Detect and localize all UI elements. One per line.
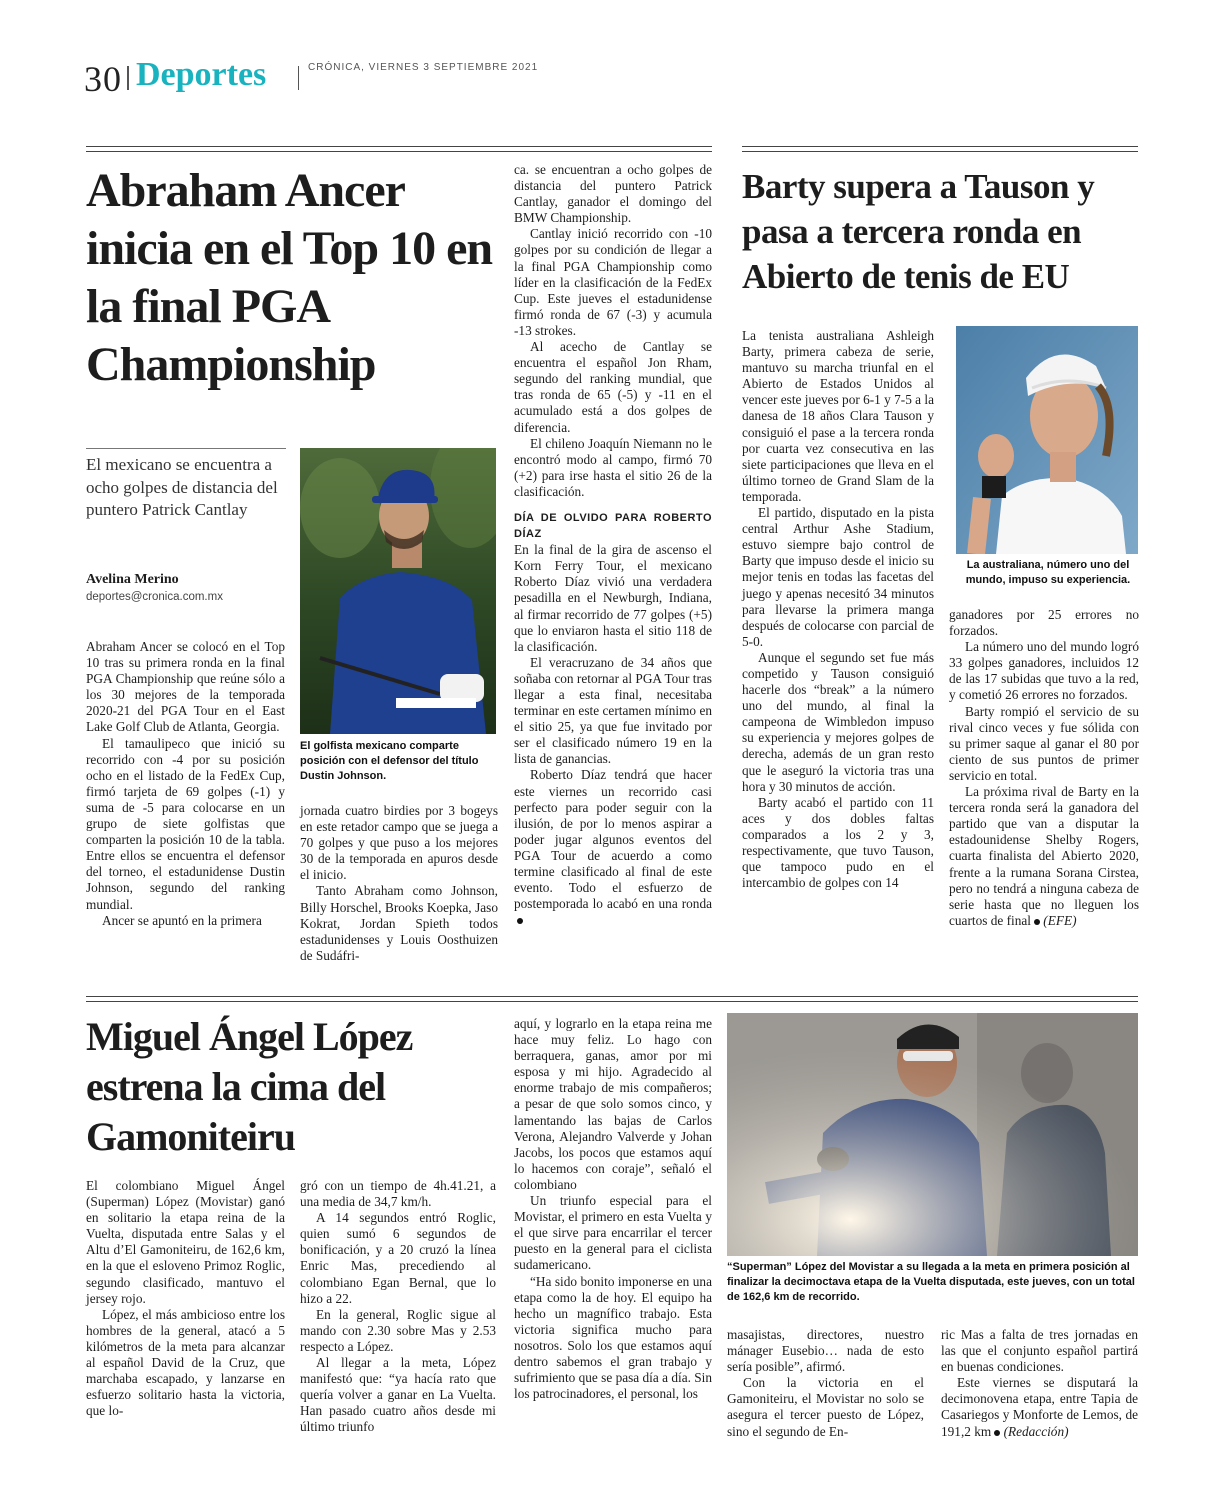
photo-caption: “Superman” López del Movistar a su llegada a la meta en primera posición al finalizar la decimoctava etapa de la Vuelta disputada, este jueves, con un total de 162,6 km de recorrido. xyxy=(727,1261,1135,1303)
paragraph: gró con un tiempo de 4h.41.21, a una media de 34,7 km/h. xyxy=(300,1178,496,1210)
paragraph: Al acecho de Cantlay se encuentra el español Jon Rham, segundo del ranking mundial, que tras ronda de 65 (-5) y -11 en el acumulado está a dos golpes de diferencia. xyxy=(514,339,712,435)
paragraph: Abraham Ancer se colocó en el Top 10 tras su primera ronda en la final PGA Championship que reúne sólo a los 30 mejores de la temporada 2020-21 del PGA Tour en el East Lake Golf Club de Atlanta, Georgia. xyxy=(86,639,285,735)
article-column xyxy=(514,162,712,928)
paragraph: ric Mas a falta de tres jornadas en las que el conjunto español partirá en buenas condiciones. xyxy=(941,1327,1138,1375)
end-mark-icon xyxy=(517,918,523,924)
article-headline: Abraham Ancer inicia en el Top 10 en la final PGA Championship xyxy=(86,164,493,391)
paragraph xyxy=(514,767,712,928)
tennis-player-photo xyxy=(956,326,1138,554)
paragraph: El veracruzano de 34 años que soñaba con retornar al PGA Tour tras llegar a esta final, necesitaba terminar en este certamen mínimo en el sitio 25, ya que fue invitado por ser el clasificado número 19 en la lista de ganancias. xyxy=(514,654,712,767)
credit: (EFE) xyxy=(1043,912,1077,928)
paragraph: López, el más ambicioso entre los hombres de la general, atacó a 5 kilómetros de la meta para alcanzar al español David de la Cruz, que marchaba escapado, y lanzarse en esfuerzo solitario hasta la victoria, que lo- xyxy=(86,1306,285,1419)
dateline: CRÓNICA, VIERNES 3 SEPTIEMBRE 2021 xyxy=(308,62,539,73)
paragraph: Tanto Abraham como Johnson, Billy Horschel, Brooks Koepka, Jaso Kokrat, Jordan Spieth todos estadunidenses y Louis Oosthuizen de Sudáfri- xyxy=(300,883,498,963)
header-divider xyxy=(127,66,129,90)
article-column xyxy=(86,639,285,929)
paragraph: ganadores por 25 errores no forzados. xyxy=(949,607,1139,639)
article-column xyxy=(514,1016,712,1402)
divider xyxy=(86,448,286,449)
article-subtitle: El mexicano se encuentra a ocho golpes de distancia del puntero Patrick Cantlay xyxy=(86,455,278,519)
article-column xyxy=(86,1178,285,1419)
paragraph: Barty acabó el partido con 11 aces y dos dobles faltas comparados a los 2 y 3, respectivamente, que tuvo Tauson, que tampoco pudo en el intercambio de golpes con 14 xyxy=(742,794,934,891)
paragraph: aquí, y lograrlo en la etapa reina me hace muy feliz. Lo hago con berraquera, ganas, amor por mi esposa y mi hijo. Agradecido al enorme trabajo de mis compañeros; a pesar de que solo somos cinco, y lamentando las bajas de Carlos Verona, Alejandro Valverde y Johan Jacobs, los pocos que estamos aquí lo hacemos con coraje”, señaló el colombiano xyxy=(514,1016,712,1192)
article-column xyxy=(941,1327,1138,1440)
paragraph: Cantlay inició recorrido con -10 golpes por su condición de llegar a la final PGA Championship como líder en la clasificación de la FedEx Cup. Este jueves el estadunidense firmó ronda de 67 (-3) y acumula -13 strokes. xyxy=(514,226,712,338)
paragraph: En la final de la gira de ascenso el Korn Ferry Tour, el mexicano Roberto Díaz vivió una verdadera pesadilla en el Newburgh, Indiana, al firmar recorrido de 77 golpes (+5) que lo enviaron hasta el sitio 118 de la clasificación. xyxy=(514,542,712,654)
page-number: 30 xyxy=(84,59,122,99)
article-rule xyxy=(86,996,1138,1002)
paragraph: Al llegar a la meta, López manifestó que: “ya hacía rato que quería volver a ganar en La Vuelta. Han pasado cuatro años desde mi último triunfo xyxy=(300,1355,496,1435)
paragraph: Ancer se apuntó en la primera xyxy=(102,912,262,928)
credit: (Redacción) xyxy=(1003,1423,1069,1439)
paragraph: El partido, disputado en la pista central Arthur Ashe Stadium, estuvo siempre bajo control de Barty que impuso desde el inicio su mejor tenis en todas las facetas del juego y apenas necesitó 34 minutos para llevarse la primera manga después de colocarse con parcial de 5-0. xyxy=(742,505,934,649)
article-rule xyxy=(86,146,712,152)
paragraph-text: Roberto Díaz tendrá que hacer este viernes un recorrido casi perfecto para poder seguir con la ilusión, de por lo menos aspirar a poder jugar algunos eventos del PGA Tour de acuerdo a como termine clasificado al final de este evento. Todo el esfuerzo de postemporada lo acabó en una ronda xyxy=(514,767,712,912)
article-column xyxy=(300,1178,496,1436)
article-column xyxy=(949,607,1139,929)
paragraph: Un triunfo especial para el Movistar, el primero en esta Vuelta y el que sirve para encarrilar el tercer puesto en la general para el ciclista sudamericano. xyxy=(514,1193,712,1273)
photo-caption: La australiana, número uno del mundo, impuso su experiencia. xyxy=(965,559,1131,586)
section-title: Deportes xyxy=(136,56,267,93)
paragraph-text: La próxima rival de Barty en la tercera ronda será la ganadora del partido que van a disputar la estadounidense Shelby Rogers, cuarta finalista del Abierto 2020, frente a la rumana Sorana Cirstea, pero no tendrá a ninguna cabeza de serie hasta que no lleguen los cuartos de final xyxy=(949,784,1139,928)
article-column xyxy=(742,328,934,891)
paragraph: La tenista australiana Ashleigh Barty, primera cabeza de serie, mantuvo su marcha triunfal en el Abierto de Estados Unidos al vencer este jueves por 6-1 y 7-5 a la danesa de 18 años Clara Tauson y consiguió el pase a la tercera ronda por cuarta vez consecutiva en las siete participaciones que lleva en el último torneo de Grand Slam de la temporada. xyxy=(742,328,934,504)
paragraph xyxy=(949,784,1139,929)
golfer-photo xyxy=(300,448,496,734)
paragraph xyxy=(941,1375,1138,1439)
paragraph: ca. se encuentran a ocho golpes de distancia del puntero Patrick Cantlay, ganador el domingo del BMW Championship. xyxy=(514,162,712,226)
photo-caption: El golfista mexicano comparte posición con el defensor del título Dustin Johnson. xyxy=(300,740,479,782)
paragraph: El colombiano Miguel Ángel (Superman) López (Movistar) ganó en solitario la etapa reina de la Vuelta, disputada entre Salas y el Altu d’El Gamoniteiru, de 162,6 km, en la que el esloveno Primoz Roglic, segundo clasificado, mantuvo el jersey rojo. xyxy=(86,1178,285,1306)
subheading: DÍA DE OLVIDO PARA ROBERTO DÍAZ xyxy=(514,511,712,541)
author-name: Avelina Merino xyxy=(86,572,179,587)
paragraph: Con la victoria en el Gamoniteiru, el Movistar no solo se asegura el tercer puesto de López, sino el segundo de En- xyxy=(727,1375,924,1439)
article-column xyxy=(300,803,498,964)
paragraph: Aunque el segundo set fue más competido y Tauson consiguió hacerle dos “break” a la número uno del mundo, al final la campeona de Wimbledon impuso su experiencia y mejores golpes de derecha, además de un gran resto que le aseguró la victoria tras una hora y 30 minutos de acción. xyxy=(742,649,934,794)
paragraph: La número uno del mundo logró 33 golpes ganadores, incluidos 12 de las 17 subidas que tuvo a la red, y cometió 26 errores no forzados. xyxy=(949,639,1139,703)
paragraph: masajistas, directores, nuestro mánager Eusebio… nada de esto sería posible”, afirmó. xyxy=(727,1327,924,1375)
end-mark-icon xyxy=(1034,919,1040,925)
paragraph: jornada cuatro birdies por 3 bogeys en este retador campo que se juega a 70 golpes y que puso a los mejores 30 de la temporada en apuros desde el inicio. xyxy=(300,803,498,883)
end-mark-icon xyxy=(994,1430,1000,1436)
paragraph: Barty rompió el servicio de su rival cinco veces y fue sólida con su primer saque al ganar el 80 por ciento de sus puntos de primer servicio en total. xyxy=(949,703,1139,783)
paragraph: A 14 segundos entró Roglic, quien sumó 6 segundos de bonificación, y a 20 cruzó la línea Enric Mas, precediendo al colombiano Egan Bernal, que lo hizo a 22. xyxy=(300,1210,496,1306)
paragraph: El chileno Joaquín Niemann no le encontró modo al campo, firmó 70 (+2) para irse hasta el sitio 26 de la clasificación. xyxy=(514,435,712,499)
article-column xyxy=(727,1327,924,1440)
article-headline: Barty supera a Tauson y pasa a tercera ronda en Abierto de tenis de EU xyxy=(742,167,1095,296)
paragraph: En la general, Roglic sigue al mando con 2.30 sobre Mas y 2.53 respecto a López. xyxy=(300,1306,496,1354)
article-headline: Miguel Ángel López estrena la cima del Gamoniteiru xyxy=(86,1014,413,1159)
paragraph-text: Este viernes se disputará la decimonovena etapa, entre Tapia de Casariegos y Monforte de Lemos, de 191,2 km xyxy=(941,1375,1138,1439)
article-rule xyxy=(742,146,1138,152)
header-divider xyxy=(298,66,299,90)
author-email: deportes@cronica.com.mx xyxy=(86,591,223,603)
paragraph: “Ha sido bonito imponerse en una etapa como la de hoy. El equipo ha hecho un magnífico trabajo. Esta victoria significa mucho para nosotros. Solo los que estamos aquí dentro sabemos el gran trabajo y sufrimiento que se pasa día a día. Sin los patrocinadores, el personal, los xyxy=(514,1273,712,1402)
paragraph: El tamaulipeco que inició su recorrido con -4 por su posición ocho en el listado de la FedEx Cup, firmó tarjeta de 69 golpes (-1) y suma de -5 para colocarse en un grupo de siete golfistas que comparten la posición 10 de la tabla. Entre ellos se encuentra el defensor del torneo, el estadunidense Dustin Johnson, segundo del ranking mundial. xyxy=(86,735,285,912)
cyclist-photo xyxy=(727,1013,1138,1256)
